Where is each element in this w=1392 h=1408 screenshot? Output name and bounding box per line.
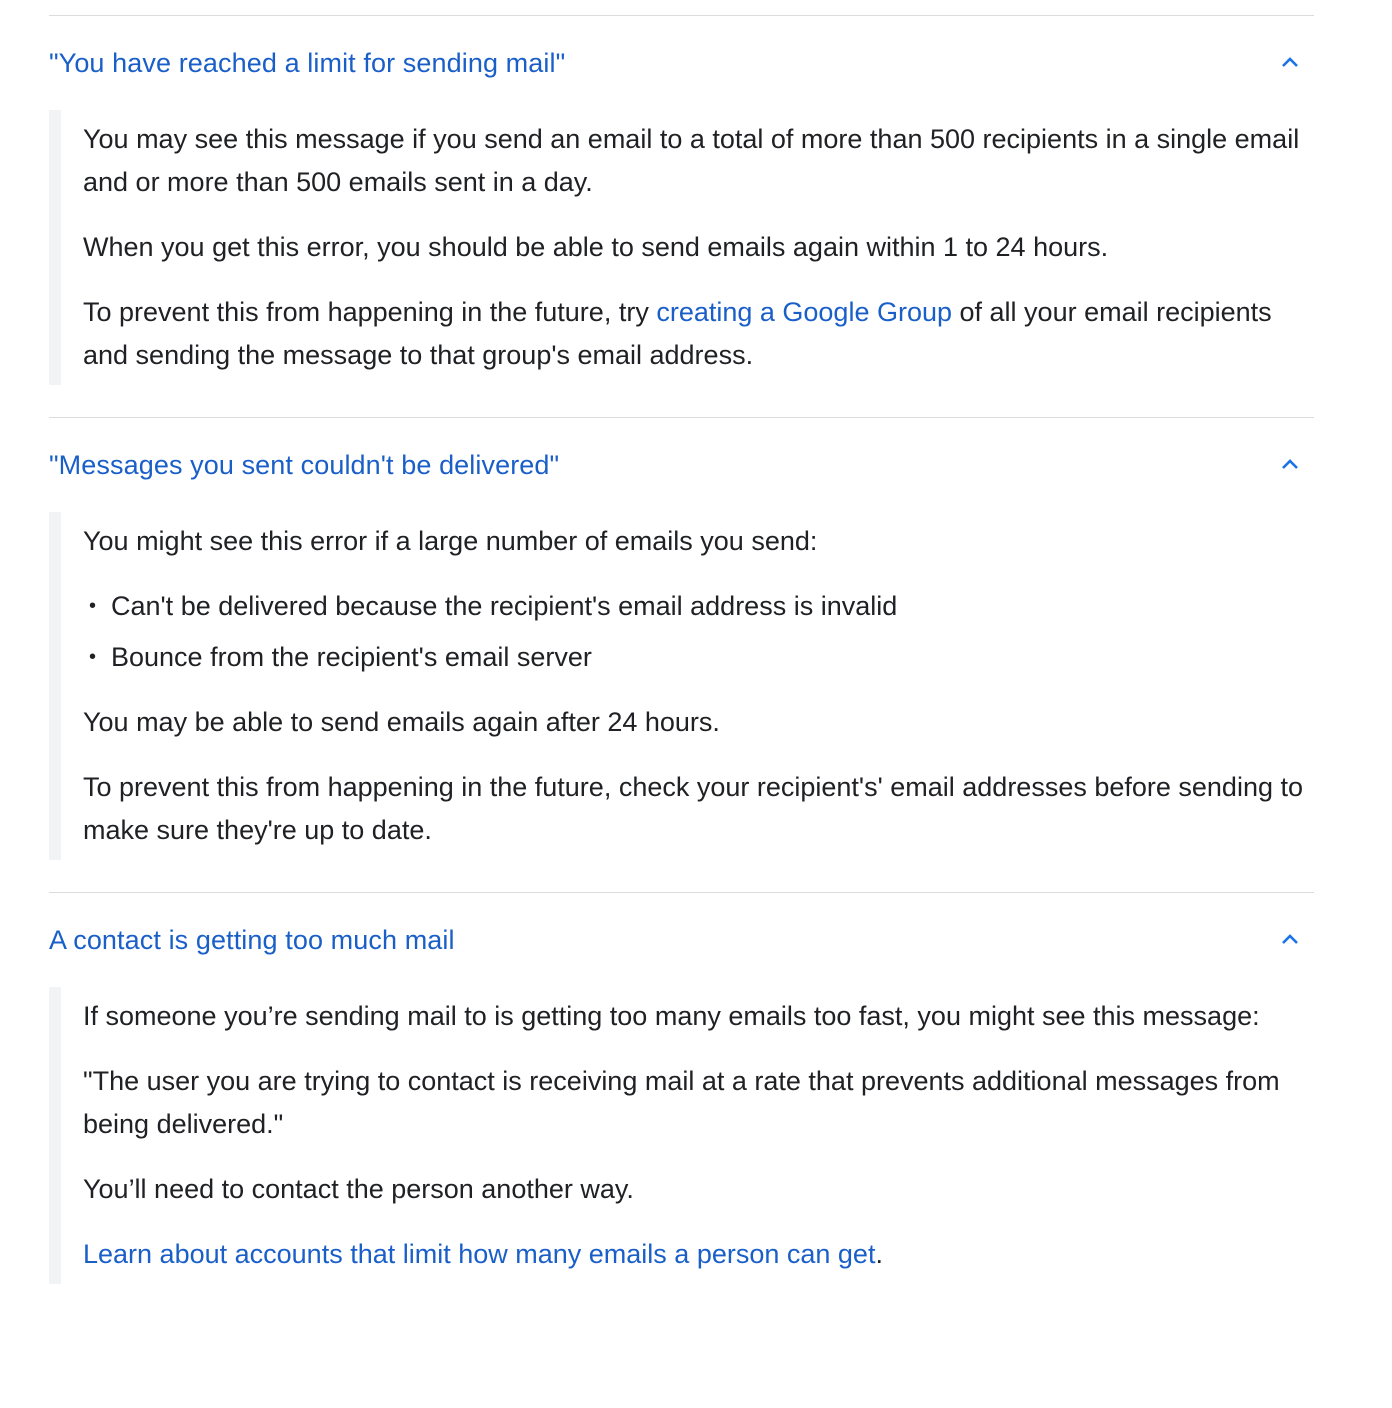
section-body (49, 512, 1314, 860)
accordion-section-contact-too-much-mail (49, 892, 1314, 1284)
paragraph (83, 1233, 1314, 1276)
paragraph: To prevent this from happening in the future, check your recipient's' email addresses before sending to make sure they're up to date. (83, 772, 1303, 845)
accordion-header-undelivered[interactable] (49, 418, 1314, 512)
paragraph: You might see this error if a large number of emails you send: (83, 526, 818, 556)
learn-more-link[interactable]: Learn about accounts that limit how many emails a person can get (83, 1239, 876, 1269)
accordion-section-undelivered (49, 417, 1314, 860)
section-body (49, 110, 1314, 385)
chevron-up-icon[interactable] (1278, 928, 1302, 952)
list-item: • Can't be delivered because the recipient's email address is invalid (89, 585, 1314, 628)
paragraph (83, 291, 1314, 377)
section-body (49, 987, 1314, 1284)
google-group-link[interactable]: creating a Google Group (656, 297, 953, 327)
paragraph: "The user you are trying to contact is receiving mail at a rate that prevents additional messages from being delivered." (83, 1066, 1280, 1139)
paragraph: You may see this message if you send an email to a total of more than 500 recipients in a single email and or more than 500 emails sent in a day. (83, 124, 1300, 197)
paragraph: You may be able to send emails again after 24 hours. (83, 707, 720, 737)
bullet-list (83, 585, 1314, 679)
text: of all your email recipients and sending the message to that group's email address. (83, 297, 1272, 370)
list-item: • Bounce from the recipient's email server (89, 636, 1314, 679)
text: To prevent this from happening in the future, try (83, 297, 657, 327)
paragraph: You’ll need to contact the person another way. (83, 1174, 634, 1204)
paragraph: If someone you’re sending mail to is getting too many emails too fast, you might see this message: (83, 1001, 1260, 1031)
section-title: "You have reached a limit for sending mail" (49, 47, 566, 78)
text: . (875, 1239, 883, 1269)
chevron-up-icon[interactable] (1278, 51, 1302, 75)
section-title: "Messages you sent couldn't be delivered" (49, 449, 560, 480)
accordion-section-sending-limit (49, 15, 1314, 385)
accordion-header-sending-limit[interactable] (49, 16, 1314, 110)
paragraph: When you get this error, you should be able to send emails again within 1 to 24 hours. (83, 232, 1109, 262)
accordion-header-contact-too-much-mail[interactable] (49, 893, 1314, 987)
chevron-up-icon[interactable] (1278, 453, 1302, 477)
section-title: A contact is getting too much mail (49, 924, 455, 955)
faq-accordion (49, 15, 1314, 1316)
